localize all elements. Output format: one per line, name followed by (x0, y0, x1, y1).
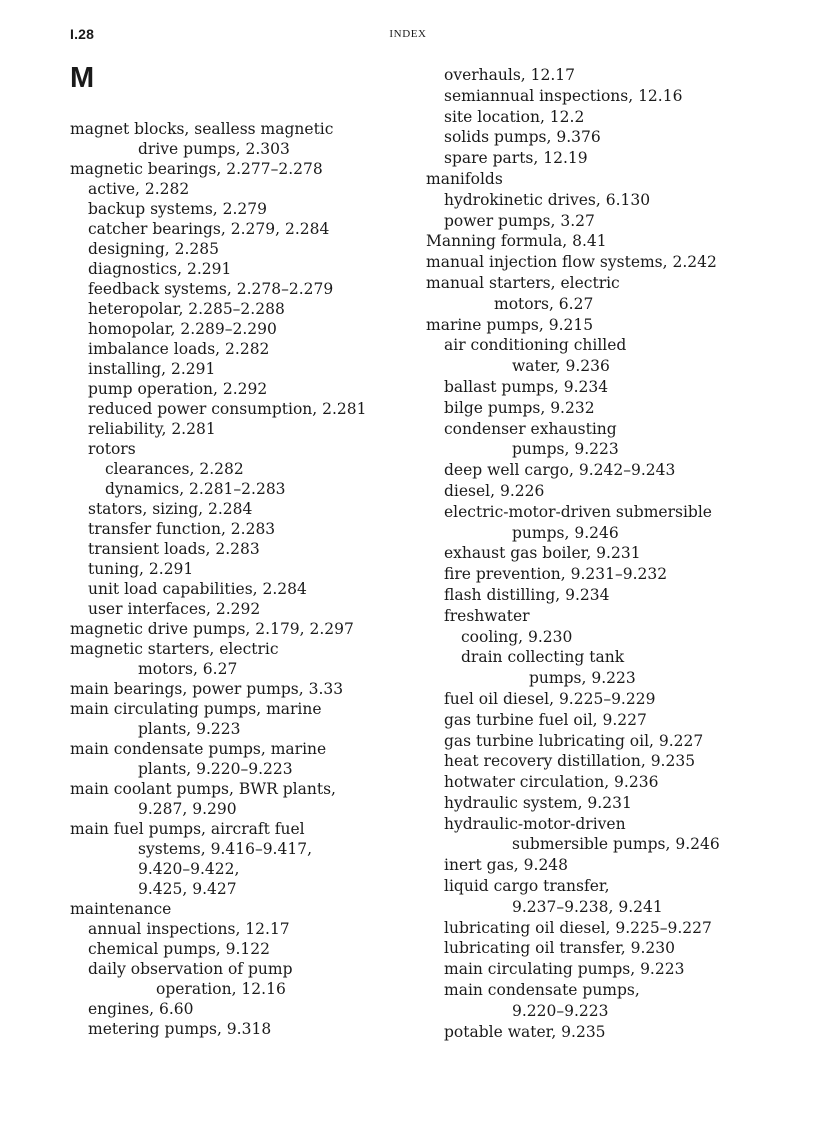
index-subentry (426, 211, 776, 232)
index-entry (70, 699, 410, 739)
index-column-right (426, 65, 776, 1042)
entry-text: imbalance loads, 2.282 (88, 340, 270, 358)
page-number: I.28 (70, 26, 95, 42)
entry-text: main circulating pumps, marine (70, 700, 322, 718)
index-subentry (70, 199, 410, 219)
entry-text: main fuel pumps, aircraft fuel (70, 820, 305, 838)
index-subentry (426, 938, 776, 959)
index-subentry (426, 398, 776, 419)
index-subentry (70, 319, 410, 339)
entry-text: chemical pumps, 9.122 (88, 940, 271, 958)
index-subentry (70, 339, 410, 359)
index-subentry (70, 479, 410, 499)
index-subentry (70, 459, 410, 479)
entry-text: backup systems, 2.279 (88, 200, 268, 218)
entry-text: freshwater (444, 606, 530, 625)
entry-text: unit load capabilities, 2.284 (88, 580, 307, 598)
index-entry (70, 619, 410, 639)
entry-text: pump operation, 2.292 (88, 380, 268, 398)
entry-text: heteropolar, 2.285–2.288 (88, 300, 285, 318)
entry-text: catcher bearings, 2.279, 2.284 (88, 220, 330, 238)
entry-text: marine pumps, 9.215 (426, 315, 594, 334)
index-subentry (426, 980, 776, 1022)
index-subentry (426, 481, 776, 502)
entry-text: magnetic bearings, 2.277–2.278 (70, 160, 323, 178)
index-entry (70, 779, 410, 819)
entry-text: main circulating pumps, 9.223 (444, 960, 685, 979)
entry-continuation: 9.237–9.238, 9.241 (512, 897, 663, 916)
entry-text: transient loads, 2.283 (88, 540, 260, 558)
entry-text: potable water, 9.235 (444, 1022, 606, 1041)
entry-text: manual injection flow systems, 2.242 (426, 253, 717, 272)
index-subentry (426, 502, 776, 544)
entry-text: clearances, 2.282 (105, 460, 244, 478)
index-subentry (426, 65, 776, 86)
entry-text: active, 2.282 (88, 180, 190, 198)
index-subentry (70, 399, 410, 419)
index-subentry (426, 627, 776, 648)
entry-continuation: 9.220–9.223 (512, 1001, 609, 1020)
entry-text: manual starters, electric (426, 273, 620, 292)
entry-text: user interfaces, 2.292 (88, 600, 261, 618)
index-subentry (426, 876, 776, 918)
entry-text: fire prevention, 9.231–9.232 (444, 565, 668, 584)
entry-text: semiannual inspections, 12.16 (444, 86, 683, 105)
entry-text: feedback systems, 2.278–2.279 (88, 280, 334, 298)
index-subentry (426, 1022, 776, 1043)
entry-text: metering pumps, 9.318 (88, 1020, 272, 1038)
index-subentry (70, 599, 410, 619)
entry-text: rotors (88, 440, 136, 458)
entry-text: fuel oil diesel, 9.225–9.229 (444, 689, 656, 708)
index-subentry (426, 918, 776, 939)
entry-continuation: drive pumps, 2.303 (138, 140, 290, 158)
entry-continuation: 9.420–9.422, (138, 860, 240, 878)
entry-continuation: plants, 9.223 (138, 720, 241, 738)
index-subentry (426, 710, 776, 731)
index-entry (426, 231, 776, 252)
index-subentry (70, 259, 410, 279)
index-subentry (70, 419, 410, 439)
entry-continuation: water, 9.236 (512, 357, 610, 376)
index-subentry (70, 559, 410, 579)
index-subentry (426, 148, 776, 169)
entry-text: magnetic starters, electric (70, 640, 279, 658)
entry-continuation: plants, 9.220–9.223 (138, 760, 293, 778)
index-entry (70, 119, 410, 159)
entry-text: manifolds (426, 169, 503, 188)
entry-text: lubricating oil transfer, 9.230 (444, 939, 676, 958)
entry-text: gas turbine lubricating oil, 9.227 (444, 731, 704, 750)
entry-text: overhauls, 12.17 (444, 66, 576, 84)
index-subentry (426, 335, 776, 377)
index-subentry (70, 239, 410, 259)
entry-text: stators, sizing, 2.284 (88, 500, 253, 518)
index-subentry (70, 519, 410, 539)
entry-text: hydraulic system, 9.231 (444, 793, 632, 812)
entry-continuation: submersible pumps, 9.246 (512, 835, 720, 854)
index-subentry (426, 190, 776, 211)
index-subentry (426, 585, 776, 606)
entry-text: flash distilling, 9.234 (444, 585, 610, 604)
entry-text: designing, 2.285 (88, 240, 220, 258)
entry-text: site location, 12.2 (444, 107, 585, 126)
index-subentry (426, 377, 776, 398)
index-subentry (426, 606, 776, 627)
index-subentry (70, 579, 410, 599)
index-subentry (426, 793, 776, 814)
index-subentry (70, 439, 410, 459)
index-subentry (426, 86, 776, 107)
index-subentry (426, 107, 776, 128)
entry-text: air conditioning chilled (444, 336, 627, 355)
entry-text: deep well cargo, 9.242–9.243 (444, 461, 676, 480)
entry-text: maintenance (70, 900, 172, 918)
entry-text: power pumps, 3.27 (444, 211, 595, 230)
index-subentry (426, 959, 776, 980)
entry-continuation: pumps, 9.223 (512, 440, 619, 459)
entry-text: electric-motor-driven submersible (444, 502, 712, 521)
index-subentry (426, 814, 776, 856)
index-subentry (70, 359, 410, 379)
entry-text: magnet blocks, sealless magnetic (70, 120, 334, 138)
entry-text: tuning, 2.291 (88, 560, 194, 578)
entry-text: reliability, 2.281 (88, 420, 216, 438)
index-subentry (426, 647, 776, 689)
index-subentry (70, 539, 410, 559)
index-entry (426, 273, 776, 315)
index-subentry (426, 751, 776, 772)
entry-text: bilge pumps, 9.232 (444, 398, 595, 417)
entry-text: transfer function, 2.283 (88, 520, 276, 538)
entry-text: cooling, 9.230 (461, 627, 573, 646)
index-subentry (70, 279, 410, 299)
entry-continuation: operation, 12.16 (156, 980, 286, 998)
index-subentry (70, 379, 410, 399)
index-entry (70, 639, 410, 679)
index-subentry (426, 564, 776, 585)
index-subentry (426, 419, 776, 461)
entry-text: spare parts, 12.19 (444, 149, 588, 168)
index-column-left (70, 119, 410, 1039)
index-subentry (70, 179, 410, 199)
index-subentry (70, 999, 410, 1019)
index-entry (426, 315, 776, 336)
entry-continuation: motors, 6.27 (494, 294, 594, 313)
entry-text: heat recovery distillation, 9.235 (444, 752, 696, 771)
entry-text: daily observation of pump (88, 960, 293, 978)
index-subentry (70, 919, 410, 939)
entry-text: gas turbine fuel oil, 9.227 (444, 710, 647, 729)
section-letter: M (70, 62, 95, 94)
entry-text: annual inspections, 12.17 (88, 920, 290, 938)
entry-text: exhaust gas boiler, 9.231 (444, 544, 641, 563)
entry-text: diesel, 9.226 (444, 481, 545, 500)
entry-text: homopolar, 2.289–2.290 (88, 320, 277, 338)
index-subentry (426, 855, 776, 876)
index-subentry (70, 299, 410, 319)
index-subentry (426, 543, 776, 564)
entry-text: magnetic drive pumps, 2.179, 2.297 (70, 620, 354, 638)
entry-text: diagnostics, 2.291 (88, 260, 232, 278)
entry-text: inert gas, 9.248 (444, 856, 569, 875)
index-subentry (426, 772, 776, 793)
index-entry (70, 739, 410, 779)
entry-text: main condensate pumps, marine (70, 740, 327, 758)
entry-continuation: systems, 9.416–9.417, (138, 840, 312, 858)
index-subentry (70, 219, 410, 239)
entry-text: hotwater circulation, 9.236 (444, 773, 659, 792)
index-subentry (70, 939, 410, 959)
entry-text: dynamics, 2.281–2.283 (105, 480, 286, 498)
index-subentry (426, 460, 776, 481)
index-subentry (70, 959, 410, 999)
index-entry (426, 169, 776, 190)
entry-text: ballast pumps, 9.234 (444, 377, 609, 396)
index-entry (70, 159, 410, 179)
entry-continuation: 9.287, 9.290 (138, 800, 237, 818)
entry-text: main condensate pumps, (444, 981, 640, 1000)
entry-continuation: pumps, 9.246 (512, 523, 619, 542)
running-head: INDEX (389, 28, 427, 40)
index-entry (70, 899, 410, 919)
entry-text: hydrokinetic drives, 6.130 (444, 190, 651, 209)
entry-text: liquid cargo transfer, (444, 877, 610, 896)
index-subentry (426, 731, 776, 752)
entry-text: condenser exhausting (444, 419, 617, 438)
index-entry (426, 252, 776, 273)
index-subentry (70, 499, 410, 519)
entry-text: engines, 6.60 (88, 1000, 194, 1018)
entry-continuation: 9.425, 9.427 (138, 880, 237, 898)
entry-text: drain collecting tank (461, 648, 625, 667)
entry-text: installing, 2.291 (88, 360, 216, 378)
entry-text: hydraulic-motor-driven (444, 814, 626, 833)
entry-text: solids pumps, 9.376 (444, 128, 601, 147)
entry-continuation: pumps, 9.223 (529, 669, 636, 688)
index-entry (70, 819, 410, 899)
entry-text: main bearings, power pumps, 3.33 (70, 680, 344, 698)
index-subentry (426, 127, 776, 148)
entry-text: reduced power consumption, 2.281 (88, 400, 367, 418)
entry-text: Manning formula, 8.41 (426, 232, 607, 251)
entry-continuation: motors, 6.27 (138, 660, 238, 678)
index-subentry (426, 689, 776, 710)
entry-text: lubricating oil diesel, 9.225–9.227 (444, 918, 712, 937)
index-subentry (70, 1019, 410, 1039)
entry-text: main coolant pumps, BWR plants, (70, 780, 336, 798)
index-entry (70, 679, 410, 699)
